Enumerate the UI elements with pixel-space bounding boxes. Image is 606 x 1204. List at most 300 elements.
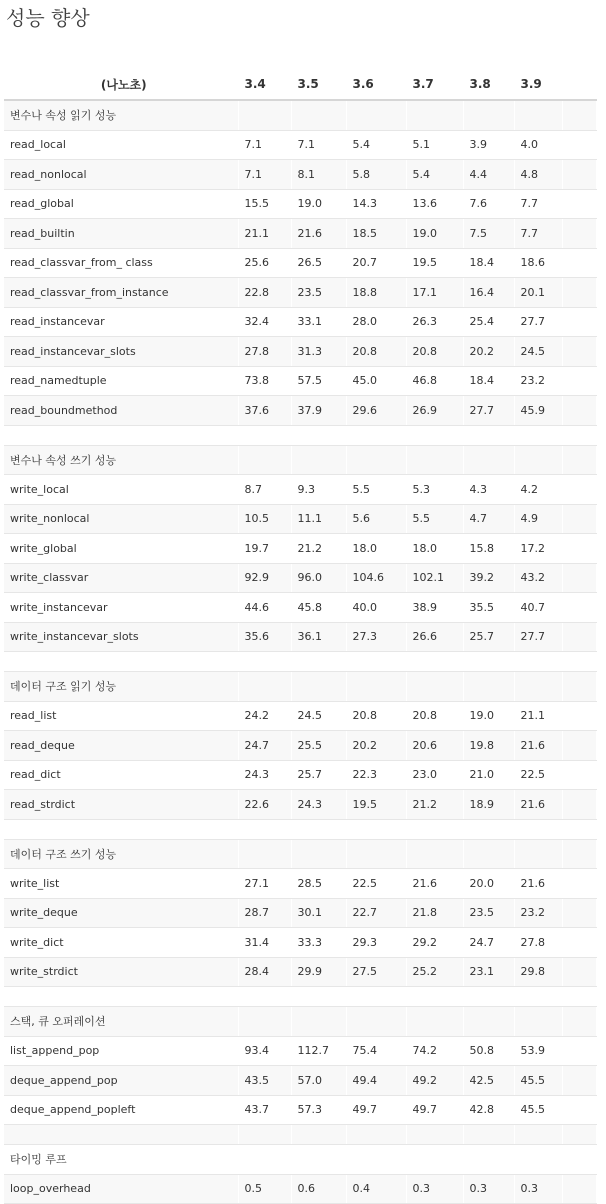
benchmark-name-cell: write_instancevar (4, 593, 238, 623)
empty-cell (463, 652, 514, 672)
timing-value-cell: 21.1 (514, 701, 562, 731)
timing-value-cell: 22.5 (514, 760, 562, 790)
empty-cell (562, 337, 596, 367)
table-row (4, 366, 596, 396)
empty-cell (562, 396, 596, 426)
empty-cell (238, 445, 291, 475)
benchmark-name-cell: read_list (4, 701, 238, 731)
empty-cell (514, 100, 562, 130)
empty-cell (562, 189, 596, 219)
empty-cell (562, 1066, 596, 1096)
timing-value-cell: 21.0 (463, 760, 514, 790)
table-row (4, 337, 596, 367)
timing-value-cell: 3.9 (463, 130, 514, 160)
empty-cell (562, 504, 596, 534)
timing-value-cell: 27.7 (463, 396, 514, 426)
empty-cell (562, 839, 596, 869)
timing-value-cell: 45.5 (514, 1095, 562, 1125)
table-row (4, 563, 596, 593)
timing-value-cell: 29.6 (346, 396, 406, 426)
benchmark-name-cell: write_instancevar_slots (4, 622, 238, 652)
timing-value-cell: 112.7 (291, 1036, 346, 1066)
timing-value-cell: 45.8 (291, 593, 346, 623)
timing-value-cell: 22.3 (346, 760, 406, 790)
empty-cell (291, 1007, 346, 1037)
table-row (4, 1066, 596, 1096)
spacer-row (4, 987, 596, 1007)
table-body (4, 100, 596, 1204)
timing-value-cell: 7.7 (514, 219, 562, 249)
empty-cell (238, 1125, 291, 1145)
empty-cell (514, 652, 562, 672)
timing-value-cell: 42.8 (463, 1095, 514, 1125)
table-row (4, 622, 596, 652)
empty-cell (562, 622, 596, 652)
timing-value-cell: 28.7 (238, 898, 291, 928)
empty-cell (346, 819, 406, 839)
empty-cell (562, 563, 596, 593)
timing-value-cell: 4.4 (463, 160, 514, 190)
empty-cell (238, 819, 291, 839)
section-label: 변수나 속성 쓰기 성능 (4, 445, 238, 475)
empty-cell (463, 1125, 514, 1145)
timing-value-cell: 20.0 (463, 869, 514, 899)
empty-cell (406, 1145, 463, 1175)
timing-value-cell: 20.6 (406, 731, 463, 761)
empty-cell (463, 819, 514, 839)
timing-value-cell: 24.5 (514, 337, 562, 367)
benchmark-name-cell: read_strdict (4, 790, 238, 820)
empty-cell (514, 425, 562, 445)
table-row (4, 701, 596, 731)
empty-cell (514, 839, 562, 869)
empty-cell (291, 987, 346, 1007)
benchmark-name-cell: list_append_pop (4, 1036, 238, 1066)
timing-value-cell: 0.6 (291, 1174, 346, 1204)
timing-value-cell: 25.4 (463, 307, 514, 337)
timing-value-cell: 0.3 (463, 1174, 514, 1204)
timing-value-cell: 44.6 (238, 593, 291, 623)
empty-cell (406, 1007, 463, 1037)
timing-value-cell: 20.8 (346, 701, 406, 731)
timing-value-cell: 22.5 (346, 869, 406, 899)
benchmark-name-cell: write_deque (4, 898, 238, 928)
benchmark-table-container (4, 69, 596, 1204)
benchmark-name-cell: write_classvar (4, 563, 238, 593)
table-row (4, 219, 596, 249)
empty-cell (562, 898, 596, 928)
timing-value-cell: 23.5 (291, 278, 346, 308)
timing-value-cell: 18.0 (346, 534, 406, 564)
timing-value-cell: 21.6 (291, 219, 346, 249)
timing-value-cell: 5.8 (346, 160, 406, 190)
empty-cell (514, 1145, 562, 1175)
empty-cell (562, 219, 596, 249)
empty-cell (562, 1145, 596, 1175)
timing-value-cell: 18.5 (346, 219, 406, 249)
empty-cell (562, 987, 596, 1007)
timing-value-cell: 24.3 (291, 790, 346, 820)
empty-cell (562, 672, 596, 702)
timing-value-cell: 4.8 (514, 160, 562, 190)
empty-cell (514, 987, 562, 1007)
empty-cell (346, 987, 406, 1007)
timing-value-cell: 25.2 (406, 957, 463, 987)
empty-cell (238, 1007, 291, 1037)
section-label: 스택, 큐 오퍼레이션 (4, 1007, 238, 1037)
timing-value-cell: 28.4 (238, 957, 291, 987)
benchmark-name-cell: read_classvar_from_instance (4, 278, 238, 308)
empty-cell (562, 928, 596, 958)
empty-cell (291, 652, 346, 672)
empty-cell (291, 839, 346, 869)
table-row (4, 307, 596, 337)
timing-value-cell: 0.5 (238, 1174, 291, 1204)
timing-value-cell: 23.2 (514, 366, 562, 396)
timing-value-cell: 7.1 (291, 130, 346, 160)
table-header-row (4, 69, 596, 100)
benchmark-name-cell: deque_append_popleft (4, 1095, 238, 1125)
timing-value-cell: 26.6 (406, 622, 463, 652)
timing-value-cell: 33.3 (291, 928, 346, 958)
empty-cell (562, 445, 596, 475)
timing-value-cell: 25.6 (238, 248, 291, 278)
timing-value-cell: 24.7 (238, 731, 291, 761)
timing-value-cell: 23.1 (463, 957, 514, 987)
timing-value-cell: 0.3 (406, 1174, 463, 1204)
timing-value-cell: 73.8 (238, 366, 291, 396)
section-header-row (4, 445, 596, 475)
empty-cell (238, 839, 291, 869)
timing-value-cell: 4.2 (514, 475, 562, 505)
timing-value-cell: 31.3 (291, 337, 346, 367)
empty-cell (562, 278, 596, 308)
table-row (4, 928, 596, 958)
empty-cell (463, 1007, 514, 1037)
empty-cell (238, 652, 291, 672)
timing-value-cell: 28.5 (291, 869, 346, 899)
timing-value-cell: 93.4 (238, 1036, 291, 1066)
timing-value-cell: 49.2 (406, 1066, 463, 1096)
table-row (4, 957, 596, 987)
empty-cell (346, 652, 406, 672)
timing-value-cell: 36.1 (291, 622, 346, 652)
empty-cell (406, 839, 463, 869)
timing-value-cell: 4.7 (463, 504, 514, 534)
timing-value-cell: 45.0 (346, 366, 406, 396)
timing-value-cell: 7.7 (514, 189, 562, 219)
empty-cell (562, 366, 596, 396)
timing-value-cell: 32.4 (238, 307, 291, 337)
timing-value-cell: 57.5 (291, 366, 346, 396)
benchmark-name-cell: write_list (4, 869, 238, 899)
table-row (4, 790, 596, 820)
empty-cell (463, 839, 514, 869)
timing-value-cell: 20.2 (463, 337, 514, 367)
timing-value-cell: 14.3 (346, 189, 406, 219)
timing-value-cell: 27.1 (238, 869, 291, 899)
empty-cell (463, 672, 514, 702)
empty-cell (514, 1007, 562, 1037)
timing-value-cell: 27.7 (514, 622, 562, 652)
empty-cell (4, 987, 238, 1007)
empty-cell (562, 731, 596, 761)
benchmark-name-cell: read_nonlocal (4, 160, 238, 190)
timing-value-cell: 45.9 (514, 396, 562, 426)
empty-cell (291, 425, 346, 445)
timing-value-cell: 46.8 (406, 366, 463, 396)
timing-value-cell: 24.7 (463, 928, 514, 958)
timing-value-cell: 11.1 (291, 504, 346, 534)
timing-value-cell: 18.9 (463, 790, 514, 820)
benchmark-name-cell: read_instancevar_slots (4, 337, 238, 367)
empty-cell (562, 1174, 596, 1204)
section-header-row (4, 672, 596, 702)
empty-cell (346, 1145, 406, 1175)
benchmark-name-cell: read_global (4, 189, 238, 219)
empty-cell (562, 100, 596, 130)
timing-value-cell: 0.4 (346, 1174, 406, 1204)
timing-value-cell: 57.0 (291, 1066, 346, 1096)
table-row (4, 278, 596, 308)
table-row (4, 475, 596, 505)
timing-value-cell: 25.5 (291, 731, 346, 761)
timing-value-cell: 104.6 (346, 563, 406, 593)
empty-cell (346, 672, 406, 702)
empty-cell (562, 1036, 596, 1066)
column-header-version: 3.5 (291, 69, 346, 100)
timing-value-cell: 19.0 (463, 701, 514, 731)
timing-value-cell: 20.8 (346, 337, 406, 367)
empty-cell (346, 1007, 406, 1037)
benchmark-name-cell: deque_append_pop (4, 1066, 238, 1096)
timing-value-cell: 4.0 (514, 130, 562, 160)
benchmark-name-cell: read_local (4, 130, 238, 160)
benchmark-name-cell: read_deque (4, 731, 238, 761)
table-row (4, 593, 596, 623)
spacer-row (4, 819, 596, 839)
empty-cell (346, 839, 406, 869)
column-header-version: 3.7 (406, 69, 463, 100)
timing-value-cell: 28.0 (346, 307, 406, 337)
table-row (4, 760, 596, 790)
timing-value-cell: 26.3 (406, 307, 463, 337)
timing-value-cell: 20.1 (514, 278, 562, 308)
empty-cell (346, 425, 406, 445)
timing-value-cell: 21.6 (514, 790, 562, 820)
timing-value-cell: 5.5 (346, 475, 406, 505)
timing-value-cell: 19.0 (406, 219, 463, 249)
timing-value-cell: 5.4 (406, 160, 463, 190)
timing-value-cell: 18.4 (463, 248, 514, 278)
timing-value-cell: 22.8 (238, 278, 291, 308)
benchmark-table (4, 69, 597, 1204)
empty-cell (4, 425, 238, 445)
empty-cell (406, 445, 463, 475)
section-label: 타이밍 루프 (4, 1145, 238, 1175)
table-row (4, 130, 596, 160)
section-label: 데이터 구조 읽기 성능 (4, 672, 238, 702)
timing-value-cell: 27.5 (346, 957, 406, 987)
section-header-row (4, 100, 596, 130)
empty-cell (406, 1125, 463, 1145)
column-header-version: 3.9 (514, 69, 562, 100)
timing-value-cell: 25.7 (291, 760, 346, 790)
timing-value-cell: 20.8 (406, 337, 463, 367)
empty-cell (562, 819, 596, 839)
page-title: 성능 향상 (6, 6, 90, 30)
timing-value-cell: 27.8 (514, 928, 562, 958)
empty-cell (562, 425, 596, 445)
timing-value-cell: 37.6 (238, 396, 291, 426)
timing-value-cell: 27.7 (514, 307, 562, 337)
timing-value-cell: 24.5 (291, 701, 346, 731)
timing-value-cell: 57.3 (291, 1095, 346, 1125)
timing-value-cell: 19.5 (406, 248, 463, 278)
timing-value-cell: 0.3 (514, 1174, 562, 1204)
timing-value-cell: 29.3 (346, 928, 406, 958)
empty-cell (291, 672, 346, 702)
timing-value-cell: 92.9 (238, 563, 291, 593)
empty-cell (291, 1125, 346, 1145)
timing-value-cell: 40.7 (514, 593, 562, 623)
timing-value-cell: 21.8 (406, 898, 463, 928)
timing-value-cell: 7.1 (238, 160, 291, 190)
benchmark-name-cell: read_classvar_from_ class (4, 248, 238, 278)
empty-cell (562, 760, 596, 790)
empty-cell (291, 100, 346, 130)
benchmark-name-cell: write_local (4, 475, 238, 505)
benchmark-name-cell: loop_overhead (4, 1174, 238, 1204)
timing-value-cell: 19.5 (346, 790, 406, 820)
timing-value-cell: 5.6 (346, 504, 406, 534)
timing-value-cell: 21.1 (238, 219, 291, 249)
timing-value-cell: 26.9 (406, 396, 463, 426)
benchmark-name-cell: write_global (4, 534, 238, 564)
table-row (4, 504, 596, 534)
section-header-row (4, 1145, 596, 1175)
timing-value-cell: 42.5 (463, 1066, 514, 1096)
timing-value-cell: 21.2 (291, 534, 346, 564)
empty-cell (562, 593, 596, 623)
timing-value-cell: 26.5 (291, 248, 346, 278)
section-header-row (4, 1007, 596, 1037)
section-label: 데이터 구조 쓰기 성능 (4, 839, 238, 869)
empty-cell (562, 475, 596, 505)
timing-value-cell: 10.5 (238, 504, 291, 534)
timing-value-cell: 35.6 (238, 622, 291, 652)
empty-cell (238, 987, 291, 1007)
timing-value-cell: 18.6 (514, 248, 562, 278)
timing-value-cell: 21.6 (514, 869, 562, 899)
timing-value-cell: 29.2 (406, 928, 463, 958)
timing-value-cell: 20.2 (346, 731, 406, 761)
empty-cell (291, 1145, 346, 1175)
timing-value-cell: 49.7 (346, 1095, 406, 1125)
section-label: 변수나 속성 읽기 성능 (4, 100, 238, 130)
table-row (4, 1095, 596, 1125)
benchmark-name-cell: read_builtin (4, 219, 238, 249)
timing-value-cell: 7.5 (463, 219, 514, 249)
timing-value-cell: 18.4 (463, 366, 514, 396)
empty-cell (562, 534, 596, 564)
timing-value-cell: 53.9 (514, 1036, 562, 1066)
table-row (4, 396, 596, 426)
table-row (4, 160, 596, 190)
timing-value-cell: 4.9 (514, 504, 562, 534)
empty-cell (562, 957, 596, 987)
timing-value-cell: 49.4 (346, 1066, 406, 1096)
column-header-unit: (나노초) (4, 69, 238, 100)
empty-cell (291, 819, 346, 839)
empty-cell (238, 672, 291, 702)
empty-cell (4, 819, 238, 839)
timing-value-cell: 24.2 (238, 701, 291, 731)
timing-value-cell: 75.4 (346, 1036, 406, 1066)
timing-value-cell: 21.2 (406, 790, 463, 820)
timing-value-cell: 20.8 (406, 701, 463, 731)
empty-cell (4, 652, 238, 672)
empty-cell (346, 100, 406, 130)
empty-cell (406, 672, 463, 702)
empty-cell (463, 425, 514, 445)
section-header-row (4, 839, 596, 869)
timing-value-cell: 19.8 (463, 731, 514, 761)
benchmark-name-cell: read_dict (4, 760, 238, 790)
timing-value-cell: 23.2 (514, 898, 562, 928)
timing-value-cell: 39.2 (463, 563, 514, 593)
spacer-row (4, 425, 596, 445)
timing-value-cell: 37.9 (291, 396, 346, 426)
empty-cell (562, 652, 596, 672)
spacer-row (4, 652, 596, 672)
empty-cell (463, 987, 514, 1007)
timing-value-cell: 43.5 (238, 1066, 291, 1096)
table-row (4, 731, 596, 761)
table-row (4, 869, 596, 899)
empty-cell (463, 445, 514, 475)
timing-value-cell: 49.7 (406, 1095, 463, 1125)
empty-cell (562, 1095, 596, 1125)
timing-value-cell: 22.7 (346, 898, 406, 928)
timing-value-cell: 9.3 (291, 475, 346, 505)
timing-value-cell: 5.3 (406, 475, 463, 505)
timing-value-cell: 17.2 (514, 534, 562, 564)
timing-value-cell: 38.9 (406, 593, 463, 623)
timing-value-cell: 102.1 (406, 563, 463, 593)
benchmark-name-cell: write_dict (4, 928, 238, 958)
column-header-version: 3.6 (346, 69, 406, 100)
empty-cell (562, 160, 596, 190)
timing-value-cell: 22.6 (238, 790, 291, 820)
empty-cell (291, 445, 346, 475)
timing-value-cell: 50.8 (463, 1036, 514, 1066)
spacer-row (4, 1125, 596, 1145)
empty-cell (346, 1125, 406, 1145)
empty-cell (406, 819, 463, 839)
empty-cell (562, 701, 596, 731)
empty-cell (406, 652, 463, 672)
timing-value-cell: 13.6 (406, 189, 463, 219)
timing-value-cell: 17.1 (406, 278, 463, 308)
timing-value-cell: 15.8 (463, 534, 514, 564)
empty-cell (463, 1145, 514, 1175)
timing-value-cell: 23.5 (463, 898, 514, 928)
benchmark-name-cell: read_namedtuple (4, 366, 238, 396)
timing-value-cell: 7.1 (238, 130, 291, 160)
table-row (4, 1036, 596, 1066)
timing-value-cell: 96.0 (291, 563, 346, 593)
